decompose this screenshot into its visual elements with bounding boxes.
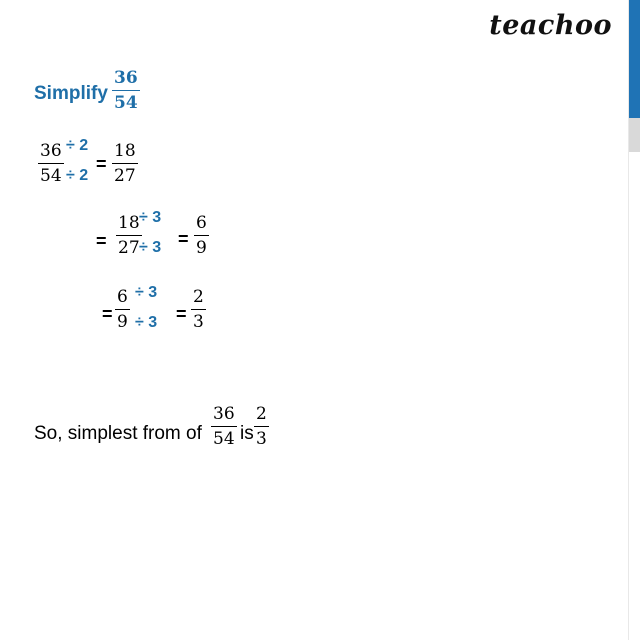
step3-op-bottom: ÷ 3 xyxy=(135,314,158,331)
step1-op-bottom: ÷ 2 xyxy=(66,167,89,184)
step1-result-denominator: 27 xyxy=(114,166,136,186)
heading-label: Simplify xyxy=(34,83,108,104)
step2-lead-equals: = xyxy=(96,231,107,251)
step3-result-denominator: 3 xyxy=(193,312,204,332)
scrollbar[interactable] xyxy=(628,0,640,640)
conclusion-fraction xyxy=(211,406,237,448)
conclusion-middle: is xyxy=(240,423,254,444)
heading-numerator: 36 xyxy=(112,70,140,91)
heading-denominator: 54 xyxy=(114,93,138,113)
step1-result xyxy=(112,143,138,185)
step2-fraction xyxy=(116,215,142,257)
step2-result xyxy=(194,215,209,257)
scrollbar-thumb[interactable] xyxy=(629,0,640,118)
step3-denominator: 9 xyxy=(117,312,128,332)
step2-op-top: ÷ 3 xyxy=(139,209,162,226)
step1-op-top: ÷ 2 xyxy=(66,137,89,154)
step2-result-numerator: 6 xyxy=(194,215,209,236)
conclusion-prefix: So, simplest from of xyxy=(34,423,202,444)
step3-result xyxy=(191,289,206,331)
step3-numerator: 6 xyxy=(115,289,130,310)
step3-result-numerator: 2 xyxy=(191,289,206,310)
conclusion-numerator: 36 xyxy=(211,406,237,427)
step3-lead-equals: = xyxy=(102,304,113,324)
step2-result-denominator: 9 xyxy=(196,238,207,258)
step1-equals: = xyxy=(96,154,107,174)
step1-fraction xyxy=(38,143,64,185)
conclusion-result xyxy=(254,406,269,448)
step3-op-top: ÷ 3 xyxy=(135,284,158,301)
scrollbar-track-segment xyxy=(629,118,640,152)
conclusion-result-numerator: 2 xyxy=(254,406,269,427)
conclusion-denominator: 54 xyxy=(213,429,235,449)
step2-numerator: 18 xyxy=(116,215,142,236)
step2-op-bottom: ÷ 3 xyxy=(139,239,162,256)
step1-result-numerator: 18 xyxy=(112,143,138,164)
conclusion-result-denominator: 3 xyxy=(256,429,267,449)
step1-denominator: 54 xyxy=(40,166,62,186)
step2-equals: = xyxy=(178,229,189,249)
teachoo-logo: teachoo xyxy=(489,10,612,41)
step3-fraction xyxy=(115,289,130,331)
step1-numerator: 36 xyxy=(38,143,64,164)
step3-equals: = xyxy=(176,304,187,324)
heading-fraction xyxy=(112,70,140,112)
step2-denominator: 27 xyxy=(118,238,140,258)
